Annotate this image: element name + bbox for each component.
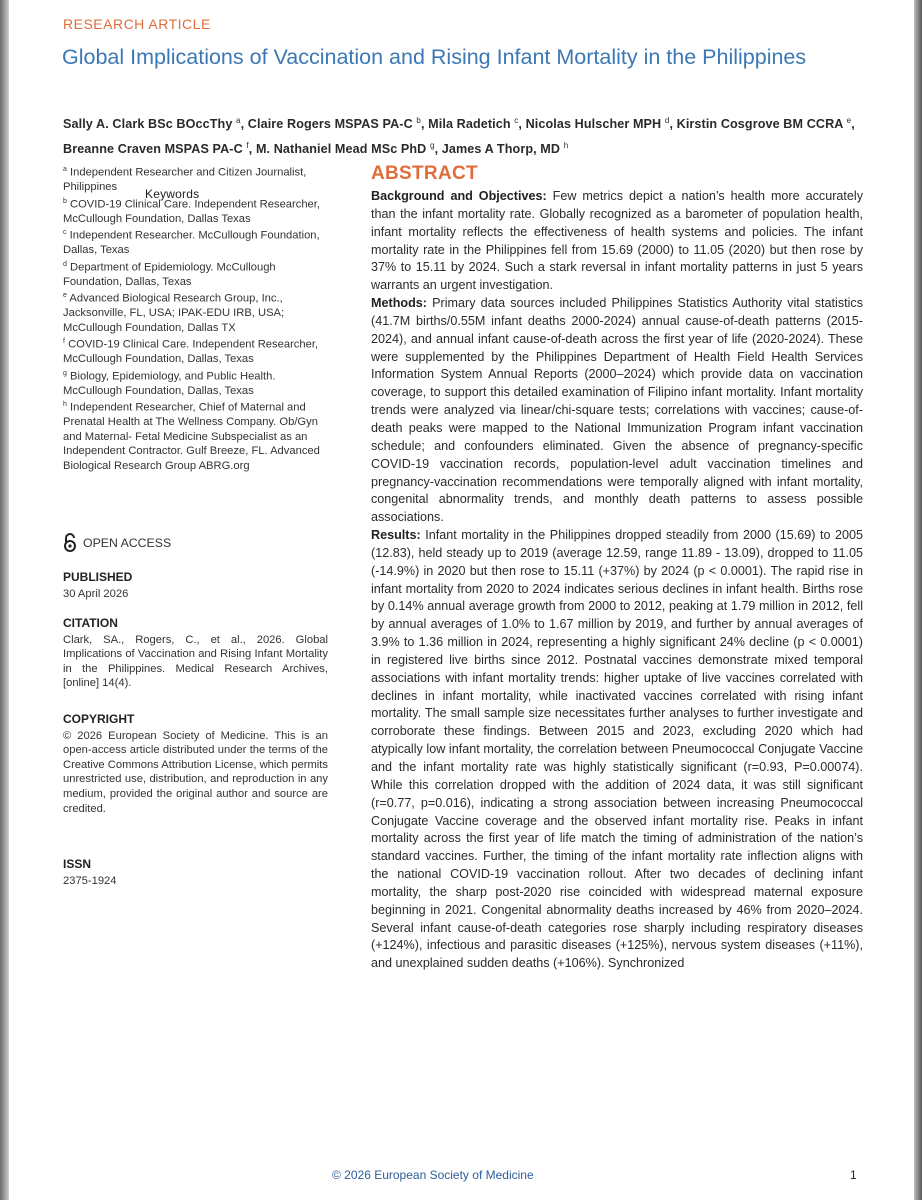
copyright-block: [63, 712, 328, 816]
affiliation-text: COVID-19 Clinical Care. Independent Researcher, McCullough Foundation, Dallas Texas: [63, 198, 320, 225]
abstract-section-text: Few metrics depict a nation’s health more accurately than the infant mortality rate. Globally recognized as a barometer of population health, infant mortality reflects the effectiveness of health systems and policies. The infant mortality rate in the Philippines fell from 15.69 (2000) to 11.05 (2020) but then rose by 37% to 15.11 by 2024. Such a stark reversal in infant mortality patterns in just 5 years warrants an urgent investigation.: [371, 189, 863, 293]
open-access-icon: [63, 533, 77, 553]
open-access-badge: [63, 533, 171, 553]
issn-value: 2375-1924: [63, 874, 117, 887]
published-label: PUBLISHED: [63, 570, 133, 584]
author-name: Sally A. Clark BSc BOccThy: [63, 117, 233, 132]
article-type-label: RESEARCH ARTICLE: [63, 16, 211, 32]
author-name: Nicolas Hulscher MPH: [525, 117, 662, 132]
affiliation-text: Biology, Epidemiology, and Public Health. McCullough Foundation, Dallas, Texas: [63, 370, 276, 397]
author-affiliation-mark: d: [664, 116, 670, 125]
affiliation-text: COVID-19 Clinical Care. Independent Researcher, McCullough Foundation, Dallas, Texas: [63, 338, 319, 366]
affiliation-text: Independent Researcher and Citizen Journalist, Philippines: [63, 166, 307, 194]
affiliation-item: [63, 226, 331, 258]
affiliation-item: [63, 289, 331, 335]
author-list: Sally A. Clark BSc BOccThy $^a$, Claire Rogers MSPAS PA-C $^b$, Mila Radetich $^c$, Nicolas Hulscher MPH $^d$, Kirstin Cosgrove BM CCRA $^e$, Breanne Craven MSPAS PA-C $^f$, M. Nathaniel Mead MSc PhD $^g$, James A Thorp, MD $^h$: [63, 116, 855, 157]
abstract-heading: ABSTRACT: [371, 163, 478, 184]
open-access-label: OPEN ACCESS: [83, 536, 172, 550]
author-name: Kirstin Cosgrove BM CCRA: [676, 117, 844, 132]
published-date: 30 April 2026: [63, 587, 129, 600]
copyright-text: © 2026 European Society of Medicine. This is an open-access article distributed under the terms of the Creative Commons Attribution License, which permits unrestricted use, distribution, and reproduction in any medium, provided the original author and source are credited.: [63, 729, 328, 815]
abstract-section-text: Primary data sources included Philippines Statistics Authority vital statistics (41.7M births/0.55M infant deaths 2000-2024) annual cause-of-death patterns (2015-2024), and annual infant cause-of-death across the first year of life (2020-2024). These were supplemented by the Philippines Department of Health Field Health Services Information System Annual Reports (2000–2024) which provide data on vaccination coverage, to support this detailed examination of Filipino infant mortality. Infant mortality trends were analyzed via linear/chi-square tests; correlations with vaccines; cause-of-death peaks were mapped to the National Immunization Program infant vaccination schedule; and confounders eliminated. Given the absence of pregnancy-specific COVID-19 vaccination records, population-level adult vaccination timelines and pregnancy-vaccination recommendations were temporally aligned with infant mortality, congenital abnormality trends, and monthly death patterns to assess possible associations.: [371, 296, 864, 525]
author-affiliation-mark: c: [514, 116, 519, 125]
affiliation-mark: d: [63, 260, 67, 268]
affiliation-item: [63, 398, 331, 473]
author-name: Claire Rogers MSPAS PA-C: [247, 117, 413, 132]
affiliation-mark: c: [63, 229, 67, 237]
keywords-label: Keywords: [145, 187, 200, 201]
author-name: Mila Radetich: [428, 117, 511, 132]
affiliation-mark: f: [63, 338, 65, 346]
issn-label: ISSN: [63, 857, 92, 871]
affiliation-text: Department of Epidemiology. McCullough Foundation, Dallas, Texas: [63, 261, 276, 288]
affiliation-item: [63, 258, 331, 290]
abstract-section: [371, 295, 863, 527]
affiliations: [63, 163, 331, 473]
author-affiliation-mark: f: [246, 141, 249, 151]
affiliation-item: [63, 335, 331, 367]
affiliation-text: Independent Researcher, Chief of Maternal and Prenatal Health at The Wellness Company. Ob/Gyn and Maternal- Fetal Medicine Subspecialist as an Independent Contractor. Gulf Breeze, FL. Advanced Biological Research Group ABRG.org: [63, 401, 320, 472]
published-block: [63, 570, 328, 601]
author-affiliation-mark: b: [416, 116, 421, 125]
author-affiliation-mark: e: [846, 116, 852, 125]
page-number: 1: [850, 1168, 857, 1182]
affiliation-mark: b: [63, 197, 67, 205]
affiliation-mark: e: [63, 292, 67, 300]
abstract-section: [371, 188, 863, 295]
affiliation-text: Independent Researcher. McCullough Foundation, Dallas, Texas: [63, 229, 320, 257]
affiliation-mark: g: [63, 369, 67, 377]
author-name: M. Nathaniel Mead MSc PhD: [255, 142, 427, 157]
abstract-section-label: Methods:: [371, 296, 427, 311]
scan-edge-left: [0, 0, 9, 1200]
affiliation-text: Advanced Biological Research Group, Inc., Jacksonville, FL, USA; IPAK-EDU IRB, USA; McCullough Foundation, Dallas TX: [63, 292, 285, 334]
author-affiliation-mark: g: [430, 141, 435, 151]
author-affiliation-mark: h: [563, 141, 569, 151]
article-title: Global Implications of Vaccination and Rising Infant Mortality in the Philippines: [62, 45, 807, 69]
affiliation-mark: a: [63, 166, 67, 173]
copyright-label: COPYRIGHT: [63, 712, 135, 726]
citation-text: Clark, SA., Rogers, C., et al., 2026. Global Implications of Vaccination and Rising Infant Mortality in the Philippines. Medical Research Archives, [online] 14(4).: [63, 633, 328, 690]
abstract-section-text: Infant mortality in the Philippines dropped steadily from 2000 (15.69) to 2005 (12.83), held steady up to 2019 (average 12.59, range 11.89 - 13.09), dropped to 11.05 (-14.9%) in 2020 but then rose to 15.11 (+37%) by 2024 (p < 0.0001). The rapid rise in infant mortality from 2020 to 2024 indicates serious declines in infant health. Births rose by 0.14% annual average growth from 2000 to 2012, peaking at 1.79 million in 2012, fell by annual averages of 1.0% to 1.67 million by 2019, and further by annual averages of 3.9% to 1.36 million in 2024, representing a highly significant 24% decline (p < 0.0001) in registered live births since 2012. Postnatal vaccines demonstrate mixed temporal associations with infant mortality trends: higher uptake of live vaccines correlated with declines in infant mortality, while inactivated vaccines correlated with rising infant mortality. The small sample size necessitates further analyses to further investigate and corroborate these findings. Between 2015 and 2023, excluding 2020 which had atypically low infant mortality, the correlation between Pneumococcal Conjugate Vaccine and the infant mortality rate was highly statistically significant (r=0.93, P=0.00074). While this correlation dropped with the addition of 2024 data, it was still significant (r=0.77, p=0.016), indicating a strong association between increasing Pneumococcal Conjugate Vaccine coverage and the observed infant mortality rise. Peaks in infant mortality across the first year of life match the timing of administration of the nation’s standard vaccines. Further, the timing of the infant mortality rate inflection aligns with the national COVID-19 vaccination rollout. After two decades of declining infant mortality, the sharp post-2020 rise coincided with widespread maternal exposure beginning in 2021. Congenital abnormality deaths increased by 46% from 2020–2024. Several infant cause-of-death categories rose sharply including respiratory diseases (+124%), infectious and parasitic diseases (+125%), nervous system diseases (+11%), and unexplained sudden deaths (+106%). Synchronized: [371, 528, 864, 971]
affiliation-item: [63, 367, 331, 399]
footer-copyright: © 2026 European Society of Medicine: [332, 1168, 534, 1182]
abstract-section: [371, 527, 863, 973]
issn-block: [63, 857, 328, 888]
author-affiliation-mark: a: [236, 116, 241, 125]
abstract-section-label: Results:: [371, 528, 421, 543]
citation-block: [63, 616, 328, 691]
scan-edge-right: [914, 0, 922, 1200]
affiliation-mark: h: [63, 401, 67, 409]
author-name: Breanne Craven MSPAS PA-C: [63, 142, 243, 157]
abstract-column: [371, 163, 863, 973]
citation-label: CITATION: [63, 616, 118, 630]
abstract-section-label: Background and Objectives:: [371, 189, 547, 203]
author-name: James A Thorp, MD: [441, 142, 561, 157]
